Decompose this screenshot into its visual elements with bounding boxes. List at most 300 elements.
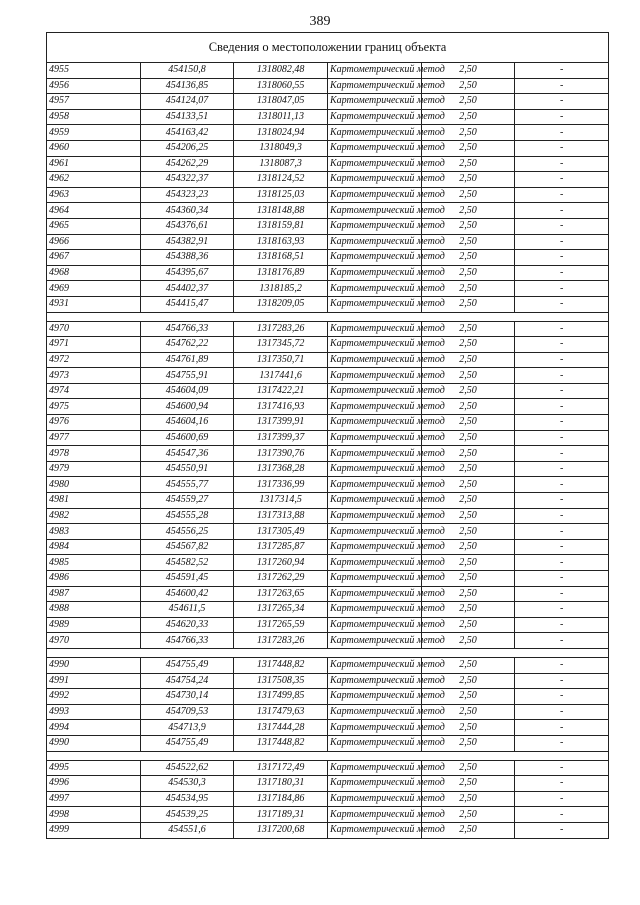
coord-y-cell: 1317345,72 <box>234 337 328 353</box>
table-row <box>47 321 609 337</box>
method-cell: Картометрический метод <box>327 234 421 250</box>
accuracy-cell: 2,50 <box>421 172 515 188</box>
method-cell: Картометрический метод <box>327 172 421 188</box>
point-number-cell: 4970 <box>47 321 141 337</box>
coord-x-cell: 454604,09 <box>140 383 234 399</box>
coord-y-cell: 1317350,71 <box>234 352 328 368</box>
note-cell: - <box>515 296 609 312</box>
coord-x-cell: 454530,3 <box>140 776 234 792</box>
note-cell: - <box>515 776 609 792</box>
coord-x-cell: 454551,6 <box>140 822 234 838</box>
coord-x-cell: 454133,51 <box>140 109 234 125</box>
method-cell: Картометрический метод <box>327 760 421 776</box>
boundary-table <box>46 32 609 839</box>
coord-x-cell: 454713,9 <box>140 720 234 736</box>
note-cell: - <box>515 493 609 509</box>
accuracy-cell: 2,50 <box>421 822 515 838</box>
note-cell: - <box>515 125 609 141</box>
point-number-cell: 4975 <box>47 399 141 415</box>
table-row <box>47 689 609 705</box>
accuracy-cell: 2,50 <box>421 337 515 353</box>
coord-y-cell: 1317184,86 <box>234 791 328 807</box>
accuracy-cell: 2,50 <box>421 657 515 673</box>
coord-y-cell: 1318185,2 <box>234 281 328 297</box>
note-cell: - <box>515 187 609 203</box>
group-separator <box>47 312 609 321</box>
note-cell: - <box>515 250 609 266</box>
point-number-cell: 4978 <box>47 446 141 462</box>
coord-x-cell: 454709,53 <box>140 704 234 720</box>
accuracy-cell: 2,50 <box>421 689 515 705</box>
point-number-cell: 4995 <box>47 760 141 776</box>
table-row <box>47 187 609 203</box>
point-number-cell: 4990 <box>47 735 141 751</box>
note-cell: - <box>515 203 609 219</box>
table-row <box>47 508 609 524</box>
table-row <box>47 125 609 141</box>
separator-cell <box>47 751 609 760</box>
coord-x-cell: 454591,45 <box>140 571 234 587</box>
method-cell: Картометрический метод <box>327 250 421 266</box>
note-cell: - <box>515 140 609 156</box>
method-cell: Картометрический метод <box>327 187 421 203</box>
method-cell: Картометрический метод <box>327 296 421 312</box>
coord-y-cell: 1317499,85 <box>234 689 328 705</box>
point-number-cell: 4970 <box>47 633 141 649</box>
coord-y-cell: 1317180,31 <box>234 776 328 792</box>
coord-y-cell: 1318148,88 <box>234 203 328 219</box>
note-cell: - <box>515 689 609 705</box>
note-cell: - <box>515 704 609 720</box>
point-number-cell: 4931 <box>47 296 141 312</box>
accuracy-cell: 2,50 <box>421 125 515 141</box>
coord-x-cell: 454206,25 <box>140 140 234 156</box>
coord-x-cell: 454522,62 <box>140 760 234 776</box>
note-cell: - <box>515 617 609 633</box>
note-cell: - <box>515 281 609 297</box>
method-cell: Картометрический метод <box>327 524 421 540</box>
point-number-cell: 4959 <box>47 125 141 141</box>
note-cell: - <box>515 602 609 618</box>
accuracy-cell: 2,50 <box>421 140 515 156</box>
method-cell: Картометрический метод <box>327 673 421 689</box>
method-cell: Картометрический метод <box>327 602 421 618</box>
point-number-cell: 4983 <box>47 524 141 540</box>
point-number-cell: 4958 <box>47 109 141 125</box>
point-number-cell: 4991 <box>47 673 141 689</box>
point-number-cell: 4994 <box>47 720 141 736</box>
accuracy-cell: 2,50 <box>421 296 515 312</box>
point-number-cell: 4999 <box>47 822 141 838</box>
table-row <box>47 368 609 384</box>
table-row <box>47 657 609 673</box>
method-cell: Картометрический метод <box>327 720 421 736</box>
coord-x-cell: 454567,82 <box>140 539 234 555</box>
accuracy-cell: 2,50 <box>421 234 515 250</box>
coord-y-cell: 1318209,05 <box>234 296 328 312</box>
coord-x-cell: 454376,61 <box>140 218 234 234</box>
group-separator <box>47 648 609 657</box>
point-number-cell: 4957 <box>47 94 141 110</box>
note-cell: - <box>515 791 609 807</box>
note-cell: - <box>515 109 609 125</box>
coord-x-cell: 454555,77 <box>140 477 234 493</box>
table-row <box>47 383 609 399</box>
coord-y-cell: 1318049,3 <box>234 140 328 156</box>
method-cell: Картометрический метод <box>327 78 421 94</box>
coord-y-cell: 1318163,93 <box>234 234 328 250</box>
coord-x-cell: 454604,16 <box>140 415 234 431</box>
accuracy-cell: 2,50 <box>421 430 515 446</box>
coord-x-cell: 454547,36 <box>140 446 234 462</box>
coord-y-cell: 1317336,99 <box>234 477 328 493</box>
table-row <box>47 776 609 792</box>
point-number-cell: 4993 <box>47 704 141 720</box>
note-cell: - <box>515 822 609 838</box>
point-number-cell: 4961 <box>47 156 141 172</box>
table-row <box>47 203 609 219</box>
point-number-cell: 4985 <box>47 555 141 571</box>
method-cell: Картометрический метод <box>327 508 421 524</box>
method-cell: Картометрический метод <box>327 156 421 172</box>
method-cell: Картометрический метод <box>327 704 421 720</box>
point-number-cell: 4988 <box>47 602 141 618</box>
coord-y-cell: 1317265,59 <box>234 617 328 633</box>
point-number-cell: 4974 <box>47 383 141 399</box>
table-row <box>47 265 609 281</box>
note-cell: - <box>515 337 609 353</box>
separator-cell <box>47 312 609 321</box>
accuracy-cell: 2,50 <box>421 776 515 792</box>
accuracy-cell: 2,50 <box>421 78 515 94</box>
coord-y-cell: 1317479,63 <box>234 704 328 720</box>
accuracy-cell: 2,50 <box>421 109 515 125</box>
table-row <box>47 555 609 571</box>
coord-x-cell: 454755,49 <box>140 657 234 673</box>
note-cell: - <box>515 218 609 234</box>
coord-x-cell: 454582,52 <box>140 555 234 571</box>
table-row <box>47 337 609 353</box>
accuracy-cell: 2,50 <box>421 250 515 266</box>
coord-x-cell: 454415,47 <box>140 296 234 312</box>
table-row <box>47 571 609 587</box>
point-number-cell: 4963 <box>47 187 141 203</box>
point-number-cell: 4981 <box>47 493 141 509</box>
method-cell: Картометрический метод <box>327 368 421 384</box>
coord-y-cell: 1317283,26 <box>234 321 328 337</box>
note-cell: - <box>515 760 609 776</box>
coord-x-cell: 454136,85 <box>140 78 234 94</box>
accuracy-cell: 2,50 <box>421 760 515 776</box>
note-cell: - <box>515 265 609 281</box>
accuracy-cell: 2,50 <box>421 633 515 649</box>
coord-x-cell: 454163,42 <box>140 125 234 141</box>
note-cell: - <box>515 586 609 602</box>
coord-x-cell: 454150,8 <box>140 63 234 79</box>
table-row <box>47 218 609 234</box>
point-number-cell: 4979 <box>47 461 141 477</box>
coord-x-cell: 454539,25 <box>140 807 234 823</box>
table-row <box>47 760 609 776</box>
coord-y-cell: 1317305,49 <box>234 524 328 540</box>
point-number-cell: 4971 <box>47 337 141 353</box>
note-cell: - <box>515 415 609 431</box>
point-number-cell: 4955 <box>47 63 141 79</box>
note-cell: - <box>515 321 609 337</box>
method-cell: Картометрический метод <box>327 337 421 353</box>
method-cell: Картометрический метод <box>327 493 421 509</box>
accuracy-cell: 2,50 <box>421 493 515 509</box>
method-cell: Картометрический метод <box>327 791 421 807</box>
table-row <box>47 140 609 156</box>
coord-y-cell: 1317262,29 <box>234 571 328 587</box>
table-row <box>47 720 609 736</box>
point-number-cell: 4982 <box>47 508 141 524</box>
table-row <box>47 296 609 312</box>
method-cell: Картометрический метод <box>327 281 421 297</box>
coord-x-cell: 454754,24 <box>140 673 234 689</box>
accuracy-cell: 2,50 <box>421 218 515 234</box>
coord-x-cell: 454755,91 <box>140 368 234 384</box>
coord-y-cell: 1317172,49 <box>234 760 328 776</box>
method-cell: Картометрический метод <box>327 617 421 633</box>
method-cell: Картометрический метод <box>327 571 421 587</box>
accuracy-cell: 2,50 <box>421 187 515 203</box>
coord-y-cell: 1318168,51 <box>234 250 328 266</box>
coord-y-cell: 1317260,94 <box>234 555 328 571</box>
coord-x-cell: 454388,36 <box>140 250 234 266</box>
table-row <box>47 94 609 110</box>
note-cell: - <box>515 477 609 493</box>
coord-y-cell: 1318024,94 <box>234 125 328 141</box>
coord-y-cell: 1318124,52 <box>234 172 328 188</box>
method-cell: Картометрический метод <box>327 94 421 110</box>
method-cell: Картометрический метод <box>327 477 421 493</box>
point-number-cell: 4998 <box>47 807 141 823</box>
table-row <box>47 735 609 751</box>
coord-x-cell: 454322,37 <box>140 172 234 188</box>
table-row <box>47 63 609 79</box>
note-cell: - <box>515 657 609 673</box>
note-cell: - <box>515 446 609 462</box>
point-number-cell: 4973 <box>47 368 141 384</box>
accuracy-cell: 2,50 <box>421 461 515 477</box>
table-row <box>47 807 609 823</box>
point-number-cell: 4969 <box>47 281 141 297</box>
coord-y-cell: 1318087,3 <box>234 156 328 172</box>
coord-x-cell: 454611,5 <box>140 602 234 618</box>
point-number-cell: 4960 <box>47 140 141 156</box>
table-row <box>47 539 609 555</box>
accuracy-cell: 2,50 <box>421 735 515 751</box>
accuracy-cell: 2,50 <box>421 352 515 368</box>
note-cell: - <box>515 399 609 415</box>
note-cell: - <box>515 234 609 250</box>
coord-y-cell: 1317263,65 <box>234 586 328 602</box>
note-cell: - <box>515 156 609 172</box>
method-cell: Картометрический метод <box>327 63 421 79</box>
coord-x-cell: 454555,28 <box>140 508 234 524</box>
accuracy-cell: 2,50 <box>421 446 515 462</box>
point-number-cell: 4992 <box>47 689 141 705</box>
method-cell: Картометрический метод <box>327 265 421 281</box>
note-cell: - <box>515 720 609 736</box>
accuracy-cell: 2,50 <box>421 555 515 571</box>
method-cell: Картометрический метод <box>327 735 421 751</box>
table-row <box>47 822 609 838</box>
method-cell: Картометрический метод <box>327 689 421 705</box>
coord-y-cell: 1317200,68 <box>234 822 328 838</box>
coord-x-cell: 454323,23 <box>140 187 234 203</box>
table-row <box>47 399 609 415</box>
note-cell: - <box>515 172 609 188</box>
coord-x-cell: 454360,34 <box>140 203 234 219</box>
coord-x-cell: 454382,91 <box>140 234 234 250</box>
point-number-cell: 4986 <box>47 571 141 587</box>
table-row <box>47 633 609 649</box>
coord-y-cell: 1318047,05 <box>234 94 328 110</box>
note-cell: - <box>515 352 609 368</box>
note-cell: - <box>515 63 609 79</box>
note-cell: - <box>515 94 609 110</box>
table-row <box>47 109 609 125</box>
table-body <box>47 33 609 839</box>
coord-x-cell: 454761,89 <box>140 352 234 368</box>
page-number: 389 <box>309 14 331 29</box>
coord-y-cell: 1317399,37 <box>234 430 328 446</box>
accuracy-cell: 2,50 <box>421 571 515 587</box>
point-number-cell: 4987 <box>47 586 141 602</box>
method-cell: Картометрический метод <box>327 807 421 823</box>
accuracy-cell: 2,50 <box>421 415 515 431</box>
coord-x-cell: 454600,69 <box>140 430 234 446</box>
separator-cell <box>47 648 609 657</box>
coord-y-cell: 1317368,28 <box>234 461 328 477</box>
method-cell: Картометрический метод <box>327 822 421 838</box>
note-cell: - <box>515 673 609 689</box>
coord-y-cell: 1317399,91 <box>234 415 328 431</box>
accuracy-cell: 2,50 <box>421 539 515 555</box>
table-row <box>47 493 609 509</box>
accuracy-cell: 2,50 <box>421 94 515 110</box>
table-row <box>47 586 609 602</box>
point-number-cell: 4965 <box>47 218 141 234</box>
coord-y-cell: 1317448,82 <box>234 735 328 751</box>
accuracy-cell: 2,50 <box>421 156 515 172</box>
note-cell: - <box>515 383 609 399</box>
coord-y-cell: 1318060,55 <box>234 78 328 94</box>
group-separator <box>47 751 609 760</box>
coord-y-cell: 1317390,76 <box>234 446 328 462</box>
table-row <box>47 524 609 540</box>
method-cell: Картометрический метод <box>327 555 421 571</box>
method-cell: Картометрический метод <box>327 415 421 431</box>
accuracy-cell: 2,50 <box>421 791 515 807</box>
table-row <box>47 446 609 462</box>
method-cell: Картометрический метод <box>327 776 421 792</box>
table-row <box>47 791 609 807</box>
table-row <box>47 704 609 720</box>
coord-x-cell: 454402,37 <box>140 281 234 297</box>
note-cell: - <box>515 735 609 751</box>
method-cell: Картометрический метод <box>327 586 421 602</box>
method-cell: Картометрический метод <box>327 539 421 555</box>
coord-x-cell: 454762,22 <box>140 337 234 353</box>
point-number-cell: 4968 <box>47 265 141 281</box>
method-cell: Картометрический метод <box>327 461 421 477</box>
method-cell: Картометрический метод <box>327 657 421 673</box>
coord-x-cell: 454600,42 <box>140 586 234 602</box>
method-cell: Картометрический метод <box>327 125 421 141</box>
accuracy-cell: 2,50 <box>421 399 515 415</box>
accuracy-cell: 2,50 <box>421 704 515 720</box>
table-title: Сведения о местоположении границ объекта <box>47 33 609 63</box>
point-number-cell: 4996 <box>47 776 141 792</box>
note-cell: - <box>515 508 609 524</box>
coord-x-cell: 454766,33 <box>140 633 234 649</box>
accuracy-cell: 2,50 <box>421 720 515 736</box>
coord-y-cell: 1318125,03 <box>234 187 328 203</box>
coord-y-cell: 1318011,13 <box>234 109 328 125</box>
note-cell: - <box>515 539 609 555</box>
accuracy-cell: 2,50 <box>421 673 515 689</box>
coord-x-cell: 454766,33 <box>140 321 234 337</box>
coord-y-cell: 1317444,28 <box>234 720 328 736</box>
table-row <box>47 602 609 618</box>
coord-x-cell: 454559,27 <box>140 493 234 509</box>
accuracy-cell: 2,50 <box>421 368 515 384</box>
accuracy-cell: 2,50 <box>421 321 515 337</box>
point-number-cell: 4966 <box>47 234 141 250</box>
note-cell: - <box>515 78 609 94</box>
point-number-cell: 4976 <box>47 415 141 431</box>
coord-y-cell: 1317313,88 <box>234 508 328 524</box>
coord-y-cell: 1318176,89 <box>234 265 328 281</box>
accuracy-cell: 2,50 <box>421 602 515 618</box>
table-row <box>47 673 609 689</box>
table-row <box>47 156 609 172</box>
coord-x-cell: 454124,07 <box>140 94 234 110</box>
method-cell: Картометрический метод <box>327 399 421 415</box>
accuracy-cell: 2,50 <box>421 807 515 823</box>
point-number-cell: 4980 <box>47 477 141 493</box>
coord-y-cell: 1317448,82 <box>234 657 328 673</box>
note-cell: - <box>515 524 609 540</box>
coord-x-cell: 454534,95 <box>140 791 234 807</box>
method-cell: Картометрический метод <box>327 430 421 446</box>
coord-y-cell: 1317441,6 <box>234 368 328 384</box>
accuracy-cell: 2,50 <box>421 383 515 399</box>
table-row <box>47 477 609 493</box>
note-cell: - <box>515 633 609 649</box>
point-number-cell: 4997 <box>47 791 141 807</box>
accuracy-cell: 2,50 <box>421 524 515 540</box>
table-row <box>47 415 609 431</box>
method-cell: Картометрический метод <box>327 383 421 399</box>
table-row <box>47 172 609 188</box>
point-number-cell: 4984 <box>47 539 141 555</box>
method-cell: Картометрический метод <box>327 109 421 125</box>
coord-y-cell: 1317265,34 <box>234 602 328 618</box>
point-number-cell: 4989 <box>47 617 141 633</box>
method-cell: Картометрический метод <box>327 140 421 156</box>
accuracy-cell: 2,50 <box>421 508 515 524</box>
coord-y-cell: 1318159,81 <box>234 218 328 234</box>
table-row <box>47 234 609 250</box>
table-title-row <box>47 33 609 63</box>
method-cell: Картометрический метод <box>327 446 421 462</box>
coord-x-cell: 454550,91 <box>140 461 234 477</box>
